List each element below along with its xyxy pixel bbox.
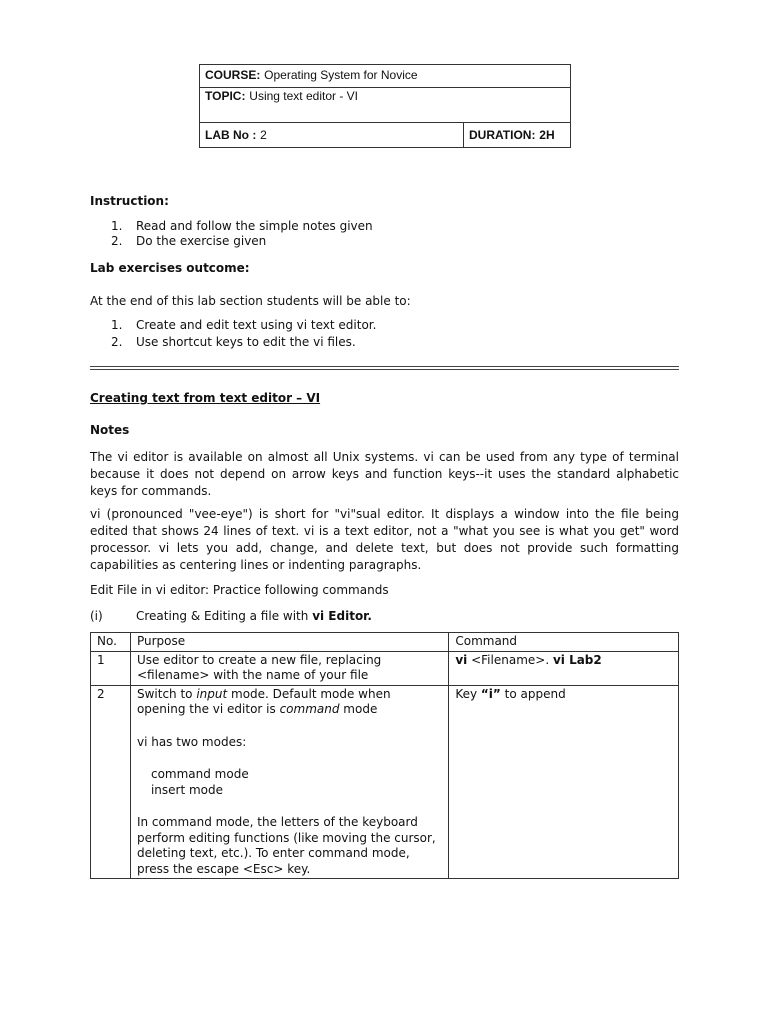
purpose-command-mode-desc: In command mode, the letters of the keyboard perform editing functions (like moving the cursor, deleting text, etc.). To enter command mode, press the escape <Esc> key. [136,815,436,876]
subsection-title: Creating & Editing a file with vi Editor. [136,609,372,623]
course-row [200,65,570,88]
row-number: 2 [91,685,131,879]
header-no: No. [91,633,131,652]
instruction-item-1: 1. [111,219,123,233]
table-row [91,651,679,685]
topic-label: TOPIC: [205,89,246,103]
instruction-item-2-text: Do the exercise given [136,234,267,248]
mode-command: command mode [150,767,249,781]
purpose-modes-intro: vi has two modes: [136,734,247,749]
outcome-item-1-text: Create and edit text using vi text editor. [136,318,377,332]
divider-line-top [90,366,679,367]
subsection-number: (i) [90,609,103,623]
row-command: Key “i” to append [449,685,679,879]
instruction-item-2: 2. [111,234,123,248]
outcome-heading: Lab exercises outcome: [90,261,250,275]
row-purpose: Use editor to create a new file, replacing <filename> with the name of your file [130,651,448,685]
notes-heading: Notes [90,423,130,437]
instruction-item-1-text: Read and follow the simple notes given [136,219,373,233]
row-command: vi <Filename>. vi Lab2 [449,651,679,685]
header-purpose: Purpose [130,633,448,652]
row-number: 1 [91,651,131,685]
practice-line: Edit File in vi editor: Practice following commands [90,583,389,597]
outcome-item-2: 2. [111,335,123,349]
mode-insert: insert mode [150,782,224,797]
topic-row [200,87,570,123]
purpose-line-1: Switch to input mode. Default mode when opening the vi editor is command mode [136,686,391,716]
outcome-intro: At the end of this lab section students will be able to: [90,294,411,308]
duration-value: 2H [539,128,555,142]
duration-cell [464,123,570,147]
course-label: COURSE: [205,68,261,82]
instruction-heading: Instruction: [90,194,169,208]
lab-header-table [199,64,571,148]
lab-number-cell [200,123,464,147]
course-value: Operating System for Novice [264,68,418,82]
duration-label: DURATION: [469,128,536,142]
header-command: Command [449,633,679,652]
notes-paragraph-1: The vi editor is available on almost all Unix systems. vi can be used from any type of terminal because it does not depend on arrow keys and function keys--it uses the standard alphabetic keys for commands. [90,450,679,498]
outcome-item-2-text: Use shortcut keys to edit the vi files. [136,335,356,349]
outcome-item-1: 1. [111,318,123,332]
table-header-row [91,633,679,652]
topic-value: Using text editor - VI [249,89,358,103]
divider-line-bottom [90,369,679,370]
command-table [90,632,679,879]
notes-paragraph-2: vi (pronounced "vee-eye") is short for "vi"sual editor. It displays a window into the file being edited that shows 24 lines of text. vi is a text editor, not a "what you see is what you get" word processor. vi lets you add, change, and delete text, but does not provide such formatting capabilities as centering lines or indenting paragraphs. [90,507,679,572]
section-title: Creating text from text editor – VI [90,391,321,405]
table-row [91,685,679,879]
lab-label: LAB No : [205,128,257,142]
row-purpose [130,685,448,879]
lab-value: 2 [260,128,267,142]
